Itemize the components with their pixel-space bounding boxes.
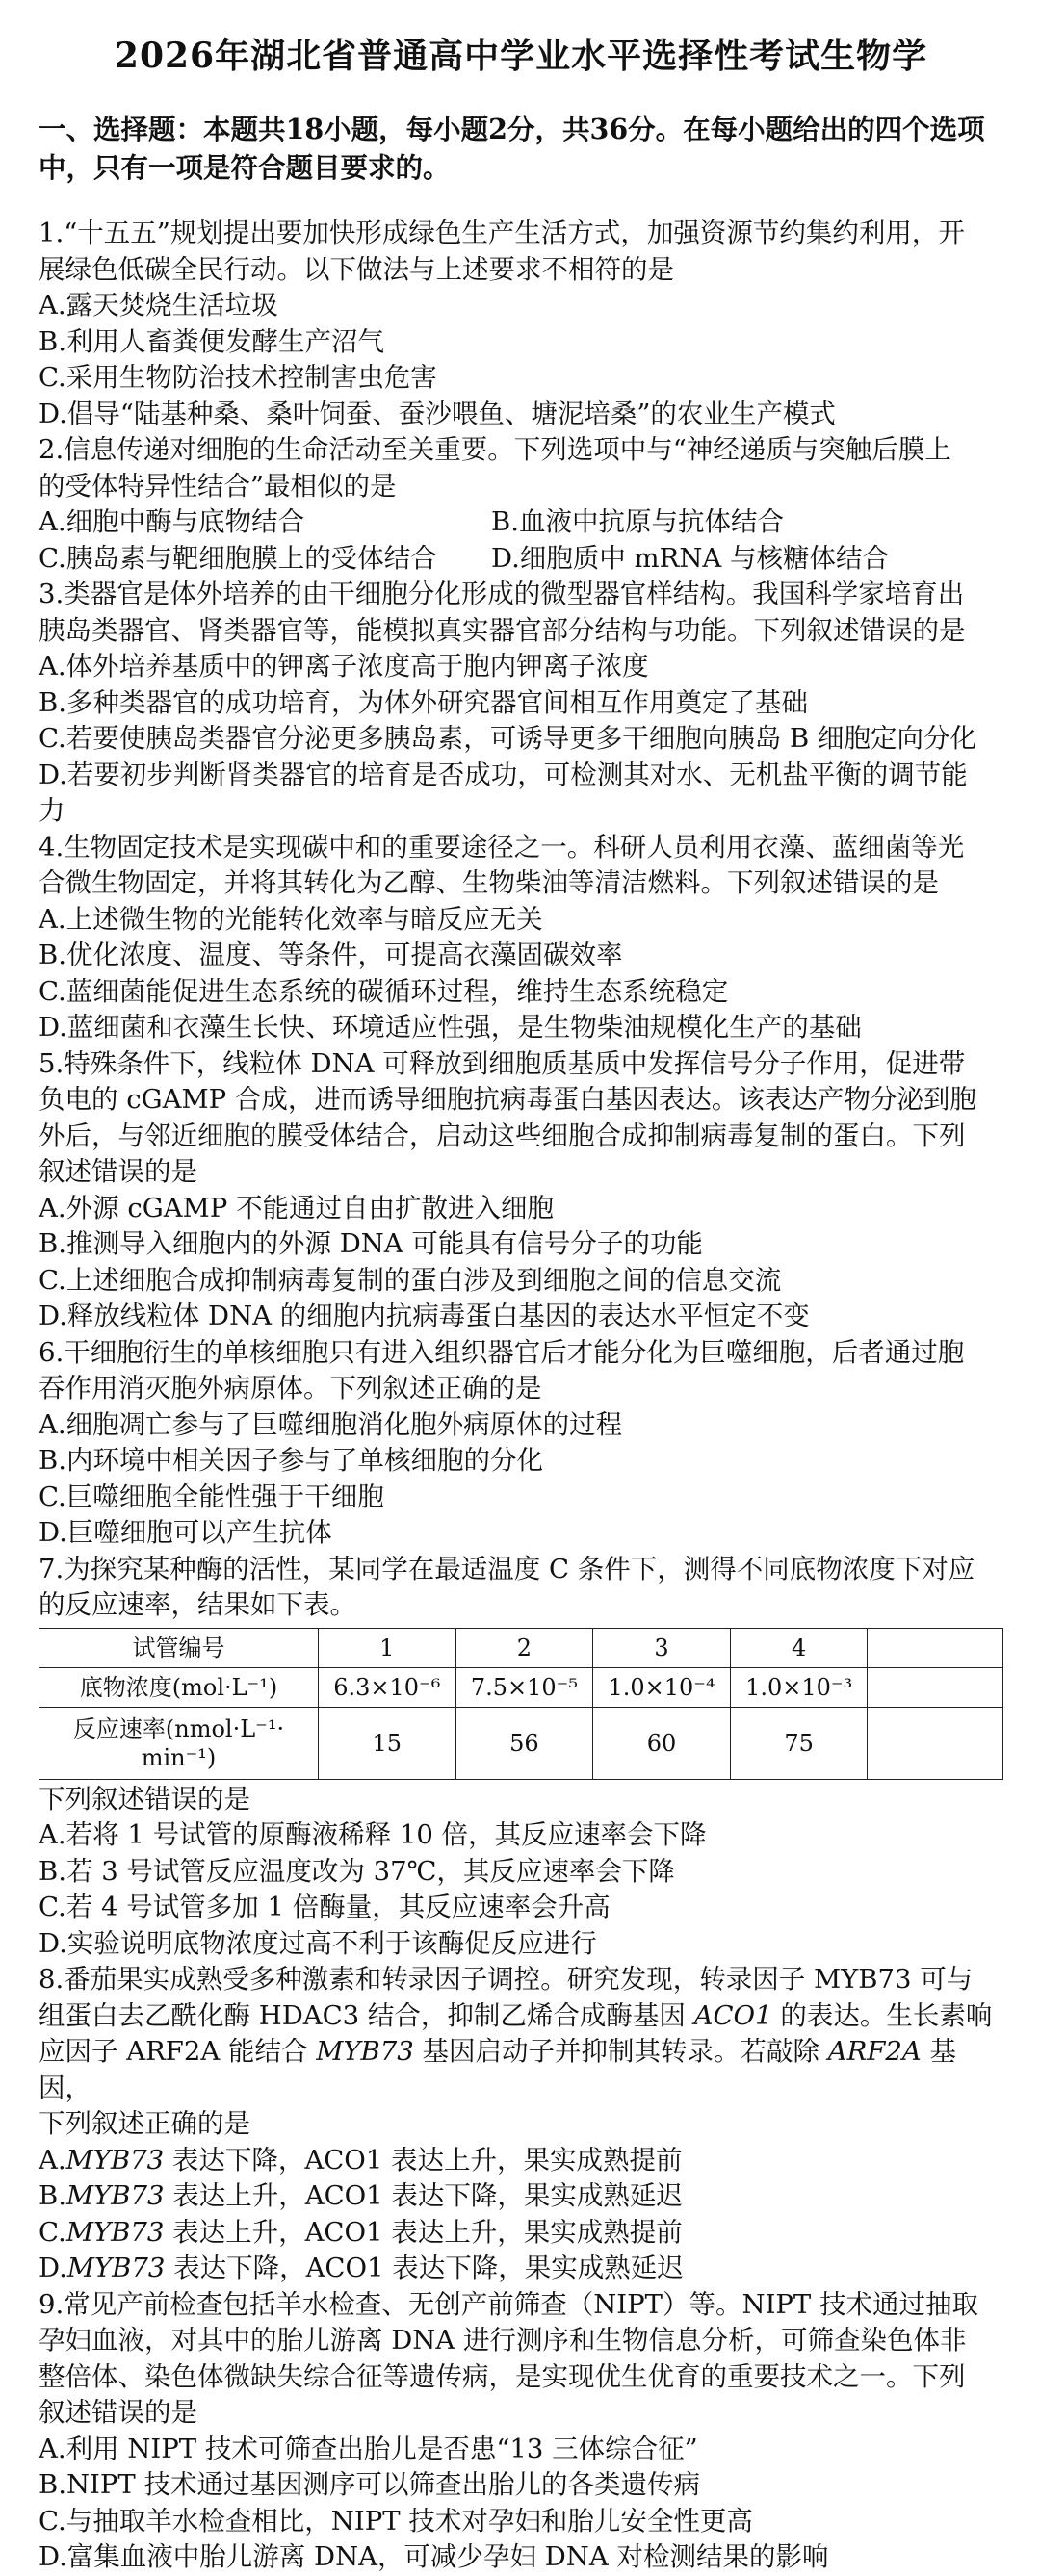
table-cell: 56 — [455, 1707, 593, 1779]
q8-stem-line: 下列叙述正确的是 — [39, 2108, 250, 2139]
q1-option-a: A.露天焚烧生活垃圾 — [39, 290, 278, 321]
q8-option-d — [39, 2251, 1003, 2287]
q2-stem-line: 的受体特异性结合”最相似的是 — [39, 470, 397, 502]
q5-option-a: A.外源 cGAMP 不能通过自由扩散进入细胞 — [39, 1192, 554, 1224]
table-row — [39, 1707, 1003, 1779]
stem-text: 基因， — [39, 2036, 956, 2103]
exam-title: 2026年湖北省普通高中学业水平选择性考试生物学 — [114, 36, 928, 76]
rate-label-line: 反应速率(nmol·L⁻¹· — [72, 1714, 285, 1742]
q7-after-table: 下列叙述错误的是 — [39, 1783, 250, 1815]
stem-text: 组蛋白去乙酰化酶 HDAC3 结合，抑制乙烯合成酶基因 — [39, 1999, 694, 2031]
q9-stem-line: 9.常见产前检查包括羊水检查、无创产前筛查（NIPT）等。NIPT 技术通过抽取 — [39, 2288, 979, 2320]
option-letter: B. — [39, 2180, 66, 2211]
q8-stem-line — [39, 1998, 1003, 2035]
q4-stem-line: 4.生物固定技术是实现碳中和的重要途径之一。科研人员利用衣藻、蓝细菌等光 — [39, 831, 965, 863]
q6-stem-line: 吞作用消灭胞外病原体。下列叙述正确的是 — [39, 1373, 542, 1404]
q9-stem-line: 整倍体、染色体微缺失综合征等遗传病，是实现优生优育的重要技术之一。下列 — [39, 2360, 966, 2392]
q9-stem-line: 叙述错误的是 — [39, 2397, 197, 2428]
q8-stem-line: 8.番茄果实成熟受多种激素和转录因子调控。研究发现，转录因子 MYB73 可与 — [39, 1964, 974, 1995]
q4-option-c: C.蓝细菌能促进生态系统的碳循环过程，维持生态系统稳定 — [39, 975, 729, 1007]
stem-text: 基因启动子并抑制其转录。若敲除 — [413, 2036, 828, 2067]
question-9 — [39, 2287, 1003, 2576]
gene-name: ACO1 — [693, 1999, 772, 2031]
q5-option-b: B.推测导入细胞内的外源 DNA 可能具有信号分子的功能 — [39, 1228, 703, 1259]
question-3 — [39, 577, 1003, 830]
table-cell: 7.5×10⁻⁵ — [455, 1667, 593, 1707]
question-1 — [39, 216, 1003, 432]
q7-option-a: A.若将 1 号试管的原酶液稀释 10 倍，其反应速率会下降 — [39, 1819, 707, 1850]
q8-stem-line — [39, 2034, 1003, 2106]
option-text: 表达上升，ACO1 表达下降，果实成熟延迟 — [164, 2180, 683, 2211]
q3-option-a: A.体外培养基质中的钾离子浓度高于胞内钾离子浓度 — [39, 651, 649, 682]
q4-option-d: D.蓝细菌和衣藻生长快、环境适应性强，是生物柴油规模化生产的基础 — [39, 1012, 862, 1043]
option-text: 表达下降，ACO1 表达下降，果实成熟延迟 — [165, 2253, 684, 2283]
rate-label-line: min⁻¹) — [141, 1743, 217, 1771]
table-cell: 15 — [318, 1707, 455, 1779]
table-cell: 6.3×10⁻⁶ — [318, 1667, 455, 1707]
q9-option-d: D.富集血液中胎儿游离 DNA，可减少孕妇 DNA 对检测结果的影响 — [39, 2541, 829, 2572]
table-cell: 1.0×10⁻³ — [730, 1667, 868, 1707]
q6-option-a: A.细胞凋亡参与了巨噬细胞消化胞外病原体的过程 — [39, 1408, 623, 1440]
q7-option-c: C.若 4 号试管多加 1 倍酶量，其反应速率会升高 — [39, 1892, 611, 1922]
option-text: 表达下降，ACO1 表达上升，果实成熟提前 — [164, 2144, 683, 2176]
q5-option-d: D.释放线粒体 DNA 的细胞内抗病毒蛋白基因的表达水平恒定不变 — [39, 1301, 810, 1331]
q9-stem-line: 孕妇血液，对其中的胎儿游离 DNA 进行测序和生物信息分析，可筛查染色体非 — [39, 2325, 967, 2356]
q1-stem-line: 1.“十五五”规划提出要加快形成绿色生产生活方式，加强资源节约集约利用，开 — [39, 218, 965, 248]
q4-option-a: A.上述微生物的光能转化效率与暗反应无关 — [39, 903, 543, 935]
q5-option-c: C.上述细胞合成抑制病毒复制的蛋白涉及到细胞之间的信息交流 — [39, 1264, 782, 1296]
q1-option-c: C.采用生物防治技术控制害虫危害 — [39, 362, 437, 393]
q2-options-row — [39, 541, 1003, 578]
table-cell: 75 — [730, 1707, 868, 1779]
question-5 — [39, 1046, 1003, 1335]
q2-option-c: C.胰岛素与靶细胞膜上的受体结合 — [39, 542, 437, 574]
q9-option-b: B.NIPT 技术通过基因测序可以筛查出胎儿的各类遗传病 — [39, 2469, 700, 2500]
q1-option-b: B.利用人畜粪便发酵生产沼气 — [39, 325, 384, 357]
q5-stem-line: 负电的 cGAMP 合成，进而诱导细胞抗病毒蛋白基因表达。该表达产物分泌到胞 — [39, 1084, 976, 1115]
option-text: 表达上升，ACO1 表达上升，果实成熟提前 — [164, 2216, 683, 2248]
q6-stem-line: 6.干细胞衍生的单核细胞只有进入组织器官后才能分化为巨噬细胞，后者通过胞 — [39, 1336, 965, 1368]
q7-option-d: D.实验说明底物浓度过高不利于该酶促反应进行 — [39, 1927, 597, 1959]
q4-option-b: B.优化浓度、温度、等条件，可提高衣藻固碳效率 — [39, 940, 623, 970]
q7-stem-line: 的反应速率，结果如下表。 — [39, 1589, 356, 1620]
section-heading: 一、选择题：本题共18小题，每小题2分，共36分。在每小题给出的四个选项中，只有一项是符合题目要求的。 — [39, 113, 985, 184]
q5-stem-line: 外后，与邻近细胞的膜受体结合，启动这些细胞合成抑制病毒复制的蛋白。下列 — [39, 1120, 966, 1151]
option-letter: C. — [39, 2216, 66, 2248]
q7-option-b: B.若 3 号试管反应温度改为 37℃，其反应速率会下降 — [39, 1855, 675, 1887]
q8-option-b — [39, 2178, 1003, 2215]
q3-stem-line: 3.类器官是体外培养的由干细胞分化形成的微型器官样结构。我国科学家培育出 — [39, 579, 965, 609]
q1-stem-line: 展绿色低碳全民行动。以下做法与上述要求不相符的是 — [39, 253, 674, 285]
q3-option-d: D.若要初步判断肾类器官的培育是否成功，可检测其对水、无机盐平衡的调节能 — [39, 759, 968, 790]
q3-option-b: B.多种类器官的成功培育，为体外研究器官间相互作用奠定了基础 — [39, 686, 808, 718]
table-header-cell — [39, 1707, 319, 1779]
q3-option-d-continued: 力 — [39, 795, 65, 826]
gene-name: MYB73 — [65, 2216, 165, 2248]
q3-option-c: C.若要使胰岛类器官分泌更多胰岛素，可诱导更多干细胞向胰岛 B 细胞定向分化 — [39, 723, 976, 754]
gene-name: ARF2A — [827, 2036, 922, 2067]
question-7 — [39, 1552, 1003, 1963]
table-empty-cell — [868, 1667, 1003, 1707]
gene-name: MYB73 — [66, 2253, 166, 2283]
q9-option-c: C.与抽取羊水检查相比，NIPT 技术对孕妇和胎儿安全性更高 — [39, 2505, 753, 2537]
q9-option-a: A.利用 NIPT 技术可筛查出胎儿是否患“13 三体综合征” — [39, 2433, 698, 2464]
q1-option-d: D.倡导“陆基种桑、桑叶饲蚕、蚕沙喂鱼、塘泥培桑”的农业生产模式 — [39, 398, 836, 429]
table-empty-cell — [868, 1628, 1003, 1667]
q8-option-a — [39, 2143, 1003, 2179]
q7-stem-line: 7.为探究某种酶的活性，某同学在最适温度 C 条件下，测得不同底物浓度下对应 — [39, 1553, 975, 1584]
table-cell: 1.0×10⁻⁴ — [593, 1667, 731, 1707]
question-6 — [39, 1335, 1003, 1552]
q6-option-c: C.巨噬细胞全能性强于干细胞 — [39, 1481, 384, 1512]
gene-name: MYB73 — [65, 2180, 165, 2211]
q2-stem-line: 2.信息传递对细胞的生命活动至关重要。下列选项中与“神经递质与突触后膜上 — [39, 434, 951, 465]
q5-stem-line: 5.特殊条件下，线粒体 DNA 可释放到细胞质基质中发挥信号分子作用，促进带 — [39, 1047, 966, 1079]
option-letter: D. — [39, 2253, 67, 2283]
table-header-cell: 底物浓度(mol·L⁻¹) — [39, 1667, 319, 1707]
enzyme-rate-table — [39, 1628, 1003, 1780]
question-8 — [39, 1962, 1003, 2287]
q2-option-b: B.血液中抗原与抗体结合 — [491, 506, 784, 537]
q2-option-a: A.细胞中酶与底物结合 — [39, 506, 305, 537]
q4-stem-line: 合微生物固定，并将其转化为乙醇、生物柴油等清洁燃料。下列叙述错误的是 — [39, 867, 939, 898]
table-cell: 60 — [593, 1707, 731, 1779]
stem-text: 应因子 ARF2A 能结合 — [39, 2036, 317, 2067]
table-row — [39, 1628, 1003, 1667]
q8-option-c — [39, 2215, 1003, 2252]
table-cell: 4 — [730, 1628, 868, 1667]
q2-option-d: D.细胞质中 mRNA 与核糖体结合 — [491, 542, 889, 574]
stem-text: 的表达。生长素响 — [771, 1999, 993, 2031]
q5-stem-line: 叙述错误的是 — [39, 1156, 197, 1187]
table-cell: 1 — [318, 1628, 455, 1667]
q2-options-row — [39, 504, 1003, 541]
gene-name: MYB73 — [65, 2144, 165, 2176]
option-letter: A. — [39, 2144, 66, 2176]
table-cell: 3 — [593, 1628, 731, 1667]
q6-option-d: D.巨噬细胞可以产生抗体 — [39, 1517, 332, 1548]
question-4 — [39, 830, 1003, 1046]
table-header-cell: 试管编号 — [39, 1628, 319, 1667]
q6-option-b: B.内环境中相关因子参与了单核细胞的分化 — [39, 1445, 543, 1476]
q3-stem-line: 胰岛类器官、肾类器官等，能模拟真实器官部分结构与功能。下列叙述错误的是 — [39, 614, 966, 646]
table-cell: 2 — [455, 1628, 593, 1667]
table-row — [39, 1667, 1003, 1707]
gene-name: MYB73 — [316, 2036, 414, 2067]
table-empty-cell — [868, 1707, 1003, 1779]
question-2 — [39, 432, 1003, 577]
